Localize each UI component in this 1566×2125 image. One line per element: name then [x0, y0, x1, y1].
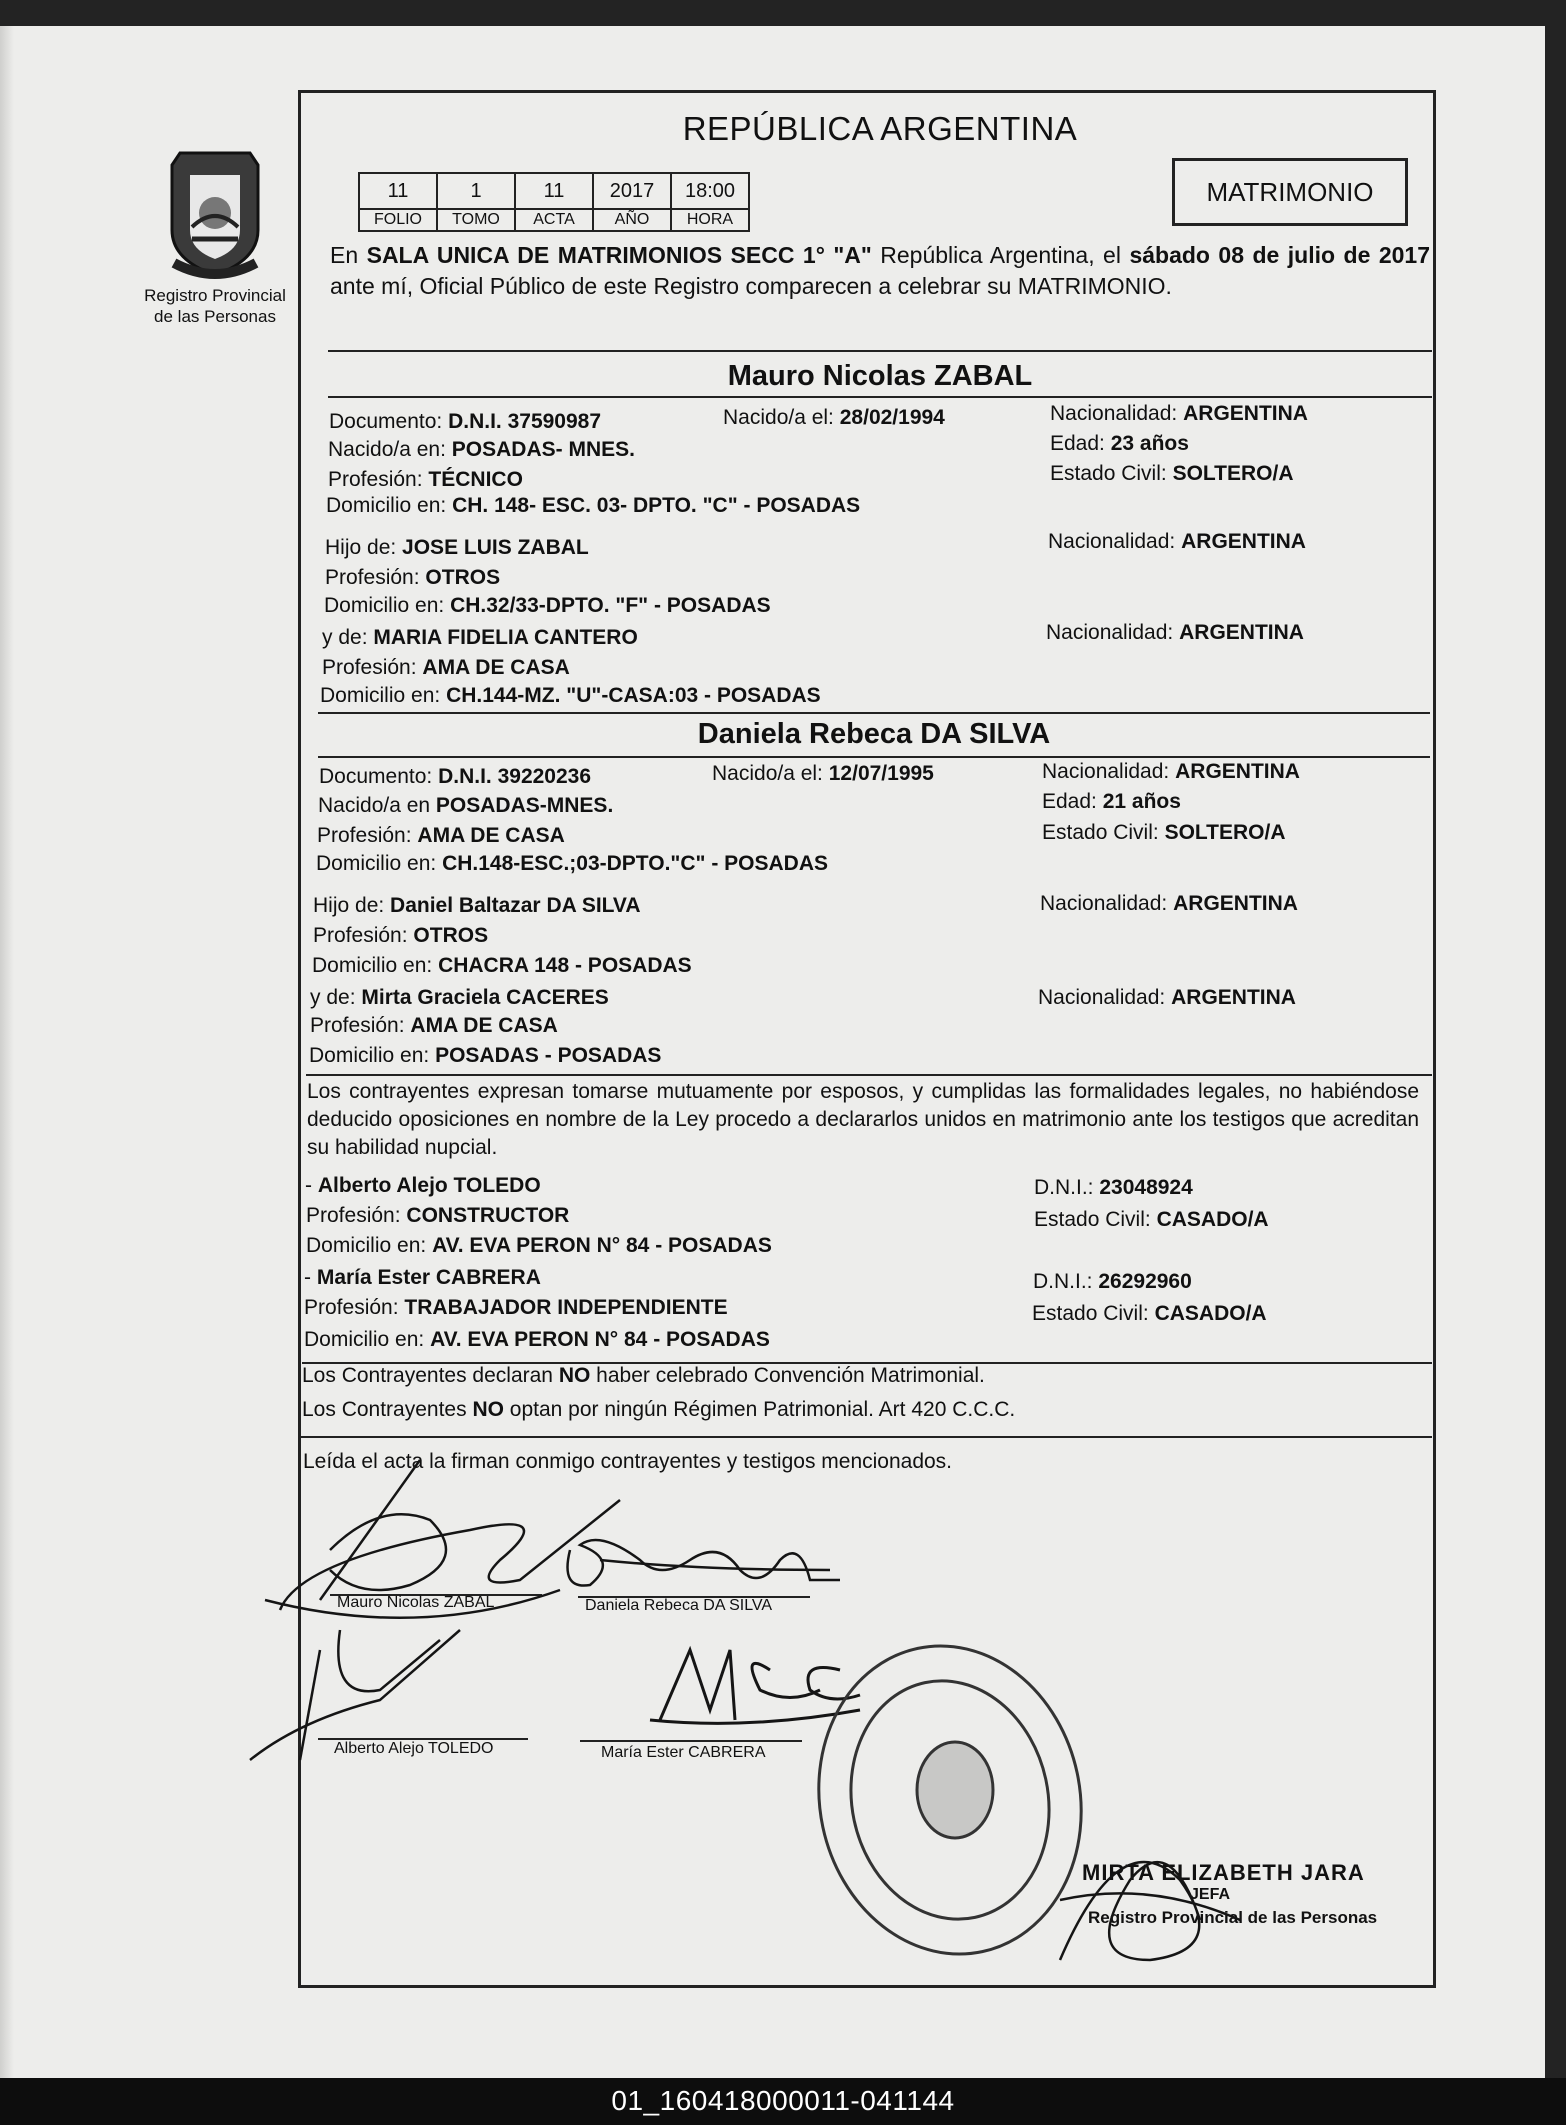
intro-date: sábado 08 de julio de 2017 [1129, 242, 1430, 268]
groom-father-profession: Profesión: OTROS [325, 566, 501, 589]
regime-line1: Los Contrayentes declaran NO haber celebrado Convención Matrimonial. [302, 1364, 985, 1387]
witness1-signature-name: Alberto Alejo TOLEDO [334, 1740, 494, 1757]
intro-text-3: ante mí, Oficial Público de este Registro comparecen a celebrar su MATRIMONIO. [330, 273, 1172, 299]
groom-profession: Profesión: TÉCNICO [328, 468, 523, 491]
groom-signature-name: Mauro Nicolas ZABAL [337, 1594, 495, 1611]
groom-name: Mauro Nicolas ZABAL [727, 360, 1033, 392]
intro-paragraph [330, 240, 1430, 302]
document-type: MATRIMONIO [1206, 176, 1374, 207]
intro-text-2: República Argentina, el [871, 242, 1130, 268]
groom-mother: y de: MARIA FIDELIA CANTERO [322, 626, 638, 649]
bride-father-address: Domicilio en: CHACRA 148 - POSADAS [312, 954, 692, 977]
folio-label: FOLIO [359, 209, 437, 231]
witness2-address: Domicilio en: AV. EVA PERON N° 84 - POSADAS [304, 1328, 770, 1351]
bride-father-profession: Profesión: OTROS [313, 924, 489, 947]
page-edge-shadow [0, 26, 14, 2078]
official-office: Registro Provincial de las Personas [1088, 1908, 1378, 1927]
tomo-label: TOMO [437, 209, 515, 231]
witness2-dni: D.N.I.: 26292960 [1033, 1270, 1192, 1293]
document-type-box [1172, 158, 1408, 226]
witness2-signature-line [580, 1740, 802, 1742]
anio-value: 2017 [593, 173, 671, 209]
divider [318, 756, 1430, 758]
witness1-dni: D.N.I.: 23048924 [1034, 1176, 1193, 1199]
divider [328, 350, 1432, 352]
groom-address: Domicilio en: CH. 148- ESC. 03- DPTO. "C" - POSADAS [326, 494, 861, 517]
logo-caption-line1: Registro Provincial [144, 286, 286, 305]
bride-mother: y de: Mirta Graciela CACERES [310, 986, 609, 1009]
intro-place: SALA UNICA DE MATRIMONIOS SECC 1° "A" [366, 242, 872, 268]
bride-father: Hijo de: Daniel Baltazar DA SILVA [313, 894, 641, 917]
bride-mother-address: Domicilio en: POSADAS - POSADAS [309, 1044, 662, 1067]
bride-signature-name: Daniela Rebeca DA SILVA [585, 1597, 773, 1614]
groom-marital-status: Estado Civil: SOLTERO/A [1050, 462, 1294, 485]
witness1-marital-status: Estado Civil: CASADO/A [1034, 1208, 1269, 1231]
bride-profession: Profesión: AMA DE CASA [317, 824, 565, 847]
official-name: MIRTA ELIZABETH JARA [1082, 1860, 1365, 1885]
groom-documento: Documento: D.N.I. 37590987 [329, 410, 602, 433]
anio-label: AÑO [593, 209, 671, 231]
bride-marital-status: Estado Civil: SOLTERO/A [1042, 821, 1286, 844]
acta-label: ACTA [515, 209, 593, 231]
groom-father-nationality: Nacionalidad: ARGENTINA [1048, 530, 1306, 553]
registry-table [358, 172, 750, 232]
witness2-profession: Profesión: TRABAJADOR INDEPENDIENTE [304, 1296, 728, 1319]
bride-documento: Documento: D.N.I. 39220236 [319, 765, 592, 788]
closing-text: Leída el acta la firman conmigo contrayentes y testigos mencionados. [303, 1450, 953, 1473]
witness2-signature-name: María Ester CABRERA [601, 1744, 766, 1761]
groom-age: Edad: 23 años [1050, 432, 1189, 455]
groom-birthplace: Nacido/a en: POSADAS- MNES. [328, 438, 635, 461]
bride-nationality: Nacionalidad: ARGENTINA [1042, 760, 1300, 783]
witness2-marital-status: Estado Civil: CASADO/A [1032, 1302, 1267, 1325]
witness1-profession: Profesión: CONSTRUCTOR [306, 1204, 570, 1227]
bride-address: Domicilio en: CH.148-ESC.;03-DPTO."C" - POSADAS [316, 852, 828, 875]
divider [300, 1436, 1432, 1438]
witness2-name: - María Ester CABRERA [304, 1266, 541, 1289]
groom-mother-address: Domicilio en: CH.144-MZ. "U"-CASA:03 - POSADAS [320, 684, 821, 707]
tomo-value: 1 [437, 173, 515, 209]
regime-line2: Los Contrayentes NO optan por ningún Régimen Patrimonial. Art 420 C.C.C. [302, 1398, 1016, 1421]
bride-birthplace: Nacido/a en POSADAS-MNES. [318, 794, 614, 817]
witness1-name: - Alberto Alejo TOLEDO [305, 1174, 541, 1197]
intro-text-1: En [330, 242, 367, 268]
divider [328, 396, 1432, 398]
groom-birthdate: Nacido/a el: 28/02/1994 [723, 406, 945, 429]
bride-name: Daniela Rebeca DA SILVA [697, 718, 1051, 750]
acta-value: 11 [515, 173, 593, 209]
bride-mother-profession: Profesión: AMA DE CASA [310, 1014, 558, 1037]
groom-father: Hijo de: JOSE LUIS ZABAL [325, 536, 589, 559]
witness1-address: Domicilio en: AV. EVA PERON N° 84 - POSADAS [306, 1234, 772, 1257]
groom-mother-nationality: Nacionalidad: ARGENTINA [1046, 621, 1304, 644]
country-title: REPÚBLICA ARGENTINA [682, 110, 1078, 147]
official-role: JEFA [1190, 1886, 1231, 1903]
groom-nationality: Nacionalidad: ARGENTINA [1050, 402, 1308, 425]
bride-age: Edad: 21 años [1042, 790, 1181, 813]
scan-code: 01_160418000011-041144 [611, 2085, 955, 2116]
hora-label: HORA [671, 209, 749, 231]
logo-caption-line2: de las Personas [154, 307, 276, 326]
declaration-paragraph: Los contrayentes expresan tomarse mutuamente por esposos, y cumplidas las formalidades legales, no habiéndose deducido oposiciones en nombre de la Ley procedo a declararlos unidos en matrimonio ante los testigos que acreditan su habilidad nupcial. [307, 1080, 1419, 1159]
groom-father-address: Domicilio en: CH.32/33-DPTO. "F" - POSADAS [324, 594, 771, 617]
groom-mother-profession: Profesión: AMA DE CASA [322, 656, 570, 679]
bride-mother-nationality: Nacionalidad: ARGENTINA [1038, 986, 1296, 1009]
hora-value: 18:00 [671, 173, 749, 209]
folio-value: 11 [359, 173, 437, 209]
bride-birthdate: Nacido/a el: 12/07/1995 [712, 762, 934, 785]
logo-caption [120, 285, 310, 327]
bride-father-nationality: Nacionalidad: ARGENTINA [1040, 892, 1298, 915]
divider [318, 712, 1430, 714]
province-crest-logo [140, 135, 290, 285]
divider [306, 1074, 1432, 1076]
